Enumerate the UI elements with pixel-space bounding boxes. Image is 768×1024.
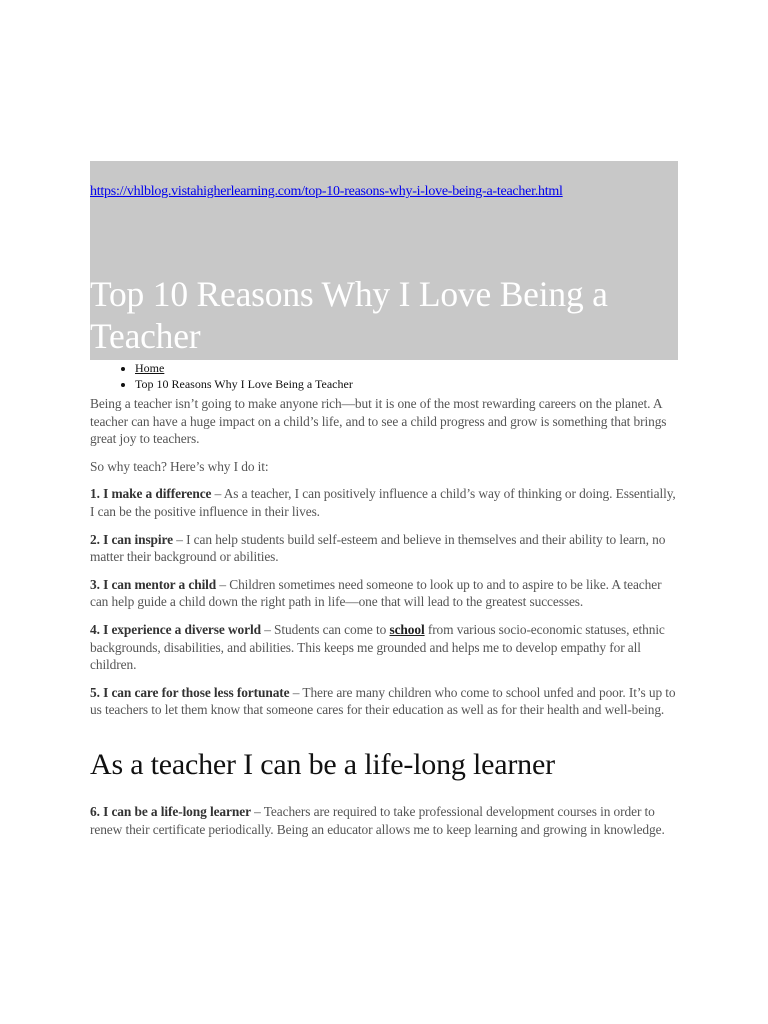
reason-2-text: – I can help students build self-esteem and believe in themselves and their ability to learn, no matter their background or abilities. [90,531,666,565]
reason-6-text: – Teachers are required to take professional development courses in order to renew their certificate periodically. Being an educator allows me to keep learning and growing in knowledge. [90,803,665,837]
reason-4 [90,621,678,674]
page-title: Top 10 Reasons Why I Love Being a Teacher [90,274,608,356]
reason-3 [90,576,678,611]
reason-4-lead: 4. I experience a diverse world [90,621,261,637]
reason-5-text: – There are many children who come to school unfed and poor. It’s up to us teachers to let them know that someone cares for their education as well as for their health and well-being. [90,684,676,718]
source-url-link[interactable]: https://vhlblog.vistahigherlearning.com/top-10-reasons-why-i-love-being-a-teacher.html [90,184,563,199]
document-page [90,161,678,838]
reason-2 [90,531,678,566]
section-heading: As a teacher I can be a life-long learner [90,747,555,781]
breadcrumb-item-current: • Top 10 Reasons Why I Love Being a Teacher [135,376,678,392]
reason-5-lead: 5. I can care for those less fortunate [90,684,290,700]
breadcrumb [90,360,678,392]
reason-5 [90,684,678,719]
reason-6 [90,803,678,838]
reason-4-text-before: – Students can come to [260,621,390,637]
hero-banner [90,161,678,360]
reason-6-lead: 6. I can be a life-long learner [90,803,251,819]
intro-paragraph: Being a teacher isn’t going to make anyone rich—but it is one of the most rewarding careers on the planet. A teacher can have a huge impact on a child’s life, and to see a child progress and grow is something that brings great joy to teachers. [90,396,667,447]
breadcrumb-home-link[interactable]: Home [135,361,165,375]
reason-1-lead: 1. I make a difference [90,486,212,502]
reason-2-lead: 2. I can inspire [90,531,173,547]
intro-question: So why teach? Here’s why I do it: [90,458,269,474]
reason-4-text-after: from various socio-economic statuses, ethnic backgrounds, disabilities, and abilities. This keeps me grounded and helps me to develop empathy for all children. [90,621,665,673]
reason-3-lead: 3. I can mentor a child [90,576,217,592]
reason-3-text: – Children sometimes need someone to look up to and to aspire to be like. A teacher can help guide a child down the right path in life—one that will lead to the greatest successes. [90,576,662,610]
reason-1 [90,485,678,520]
reason-1-text: – As a teacher, I can positively influence a child’s way of thinking or doing. Essentially, I can be the positive influence in their lives. [90,486,676,519]
breadcrumb-item-home [135,360,678,376]
school-link[interactable]: school [389,621,425,637]
